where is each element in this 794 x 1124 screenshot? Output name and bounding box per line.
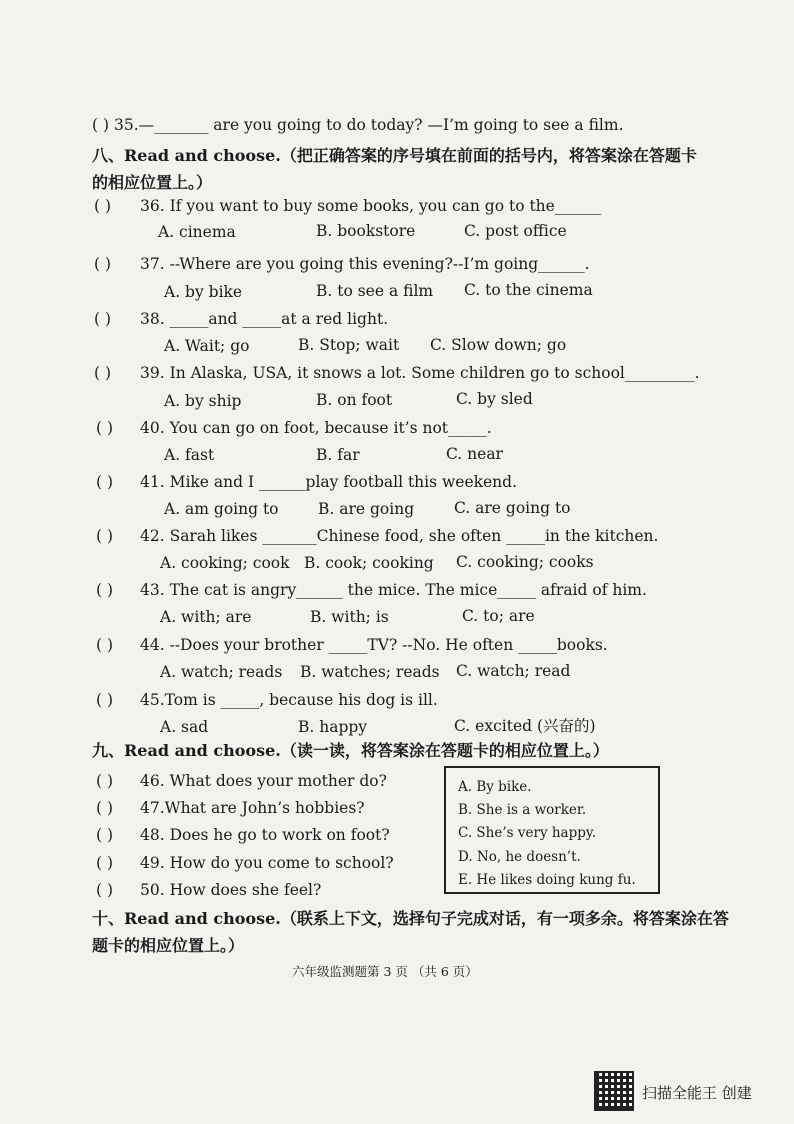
answer-paren: ( )	[96, 772, 114, 790]
answer-paren: ( )	[94, 310, 112, 328]
option-c: C. to; are	[462, 607, 535, 625]
answer-paren: ( )	[94, 197, 112, 215]
answer-paren: ( )	[94, 364, 112, 382]
answer-paren: ( )	[96, 691, 114, 709]
option-b: B. on foot	[316, 391, 393, 409]
question-37-text: 37. --Where are you going this evening?--I’m going______.	[140, 255, 590, 273]
question-50-text: 50. How does she feel?	[140, 881, 322, 899]
box-option-c: C. She’s very happy.	[458, 825, 597, 841]
question-48-text: 48. Does he go to work on foot?	[140, 826, 390, 844]
option-a: A. fast	[164, 446, 215, 464]
question-42-text: 42. Sarah likes _______Chinese food, she often _____in the kitchen.	[140, 527, 659, 545]
question-40-text: 40. You can go on foot, because it’s not_____.	[140, 419, 492, 437]
option-c: C. post office	[464, 222, 567, 240]
section-10-heading-line2: 题卡的相应位置上。）	[92, 936, 245, 955]
option-b: B. far	[316, 446, 360, 464]
section-10-heading-line1: 十、Read and choose.（联系上下文，选择句子完成对话，有一项多余。将答案涂在答	[92, 909, 729, 928]
question-44-text: 44. --Does your brother _____TV? --No. He often _____books.	[140, 636, 608, 654]
option-a: A. watch; reads	[160, 663, 283, 681]
option-b: B. happy	[298, 718, 368, 736]
option-c: C. to the cinema	[464, 281, 593, 299]
answer-paren: ( )	[96, 419, 114, 437]
box-option-a: A. By bike.	[458, 779, 532, 795]
option-a: A. Wait; go	[164, 337, 250, 355]
answer-paren: ( )	[96, 473, 114, 491]
question-41-text: 41. Mike and I ______play football this weekend.	[140, 473, 518, 491]
option-b: B. to see a film	[316, 282, 434, 300]
question-38-text: 38. _____and _____at a red light.	[140, 310, 389, 328]
option-c: C. excited (兴奋的)	[454, 717, 596, 735]
option-a: A. cinema	[158, 223, 236, 241]
question-39-text: 39. In Alaska, USA, it snows a lot. Some children go to school_________.	[140, 364, 700, 382]
question-36-text: 36. If you want to buy some books, you can go to the______	[140, 197, 602, 215]
option-c: C. Slow down; go	[430, 336, 567, 354]
answer-paren: ( )	[96, 881, 114, 899]
option-c: C. watch; read	[456, 662, 571, 680]
qr-code-icon	[596, 1073, 632, 1109]
option-c: C. by sled	[456, 390, 533, 408]
question-45-text: 45.Tom is _____, because his dog is ill.	[140, 691, 438, 709]
question-46-text: 46. What does your mother do?	[140, 772, 387, 790]
option-a: A. by ship	[164, 392, 242, 410]
scanner-watermark: 扫描全能王 创建	[642, 1084, 752, 1102]
answer-paren: ( )	[94, 255, 112, 273]
box-option-d: D. No, he doesn’t.	[458, 849, 581, 865]
question-49-text: 49. How do you come to school?	[140, 854, 394, 872]
question-47-text: 47.What are John’s hobbies?	[140, 799, 365, 817]
answer-paren: ( )	[96, 854, 114, 872]
option-a: A. cooking; cook	[160, 554, 290, 572]
answer-paren: ( )	[96, 826, 114, 844]
option-b: B. cook; cooking	[304, 554, 434, 572]
option-c: C. cooking; cooks	[456, 553, 594, 571]
question-35	[92, 115, 624, 135]
option-b: B. watches; reads	[300, 663, 440, 681]
answer-options-box	[444, 766, 660, 894]
answer-paren: ( )	[96, 527, 114, 545]
option-b: B. bookstore	[316, 222, 416, 240]
answer-paren: ( )	[96, 636, 114, 654]
option-b: B. are going	[318, 500, 415, 518]
question-text: 35.—_______ are you going to do today? —I’m going to see a film.	[113, 116, 624, 134]
option-c: C. are going to	[454, 499, 571, 517]
answer-paren: ( )	[96, 581, 114, 599]
section-9-heading: 九、Read and choose.（读一读，将答案涂在答题卡的相应位置上。）	[92, 741, 609, 760]
section-8-heading-line1: 八、Read and choose.（把正确答案的序号填在前面的括号内，将答案涂在答题卡	[92, 146, 697, 165]
section-8-heading-line2: 的相应位置上。）	[92, 173, 213, 192]
page-footer: 六年级监测题第 3 页 （共 6 页）	[292, 964, 478, 979]
option-a: A. am going to	[164, 500, 279, 518]
option-b: B. with; is	[310, 608, 389, 626]
box-option-e: E. He likes doing kung fu.	[458, 872, 636, 888]
option-a: A. sad	[160, 718, 209, 736]
option-b: B. Stop; wait	[298, 336, 400, 354]
answer-paren: ( )	[92, 116, 110, 134]
box-option-b: B. She is a worker.	[458, 802, 587, 818]
option-a: A. with; are	[160, 608, 252, 626]
question-43-text: 43. The cat is angry______ the mice. The mice_____ afraid of him.	[140, 581, 647, 599]
answer-paren: ( )	[96, 799, 114, 817]
option-c: C. near	[446, 445, 503, 463]
option-a: A. by bike	[164, 283, 243, 301]
